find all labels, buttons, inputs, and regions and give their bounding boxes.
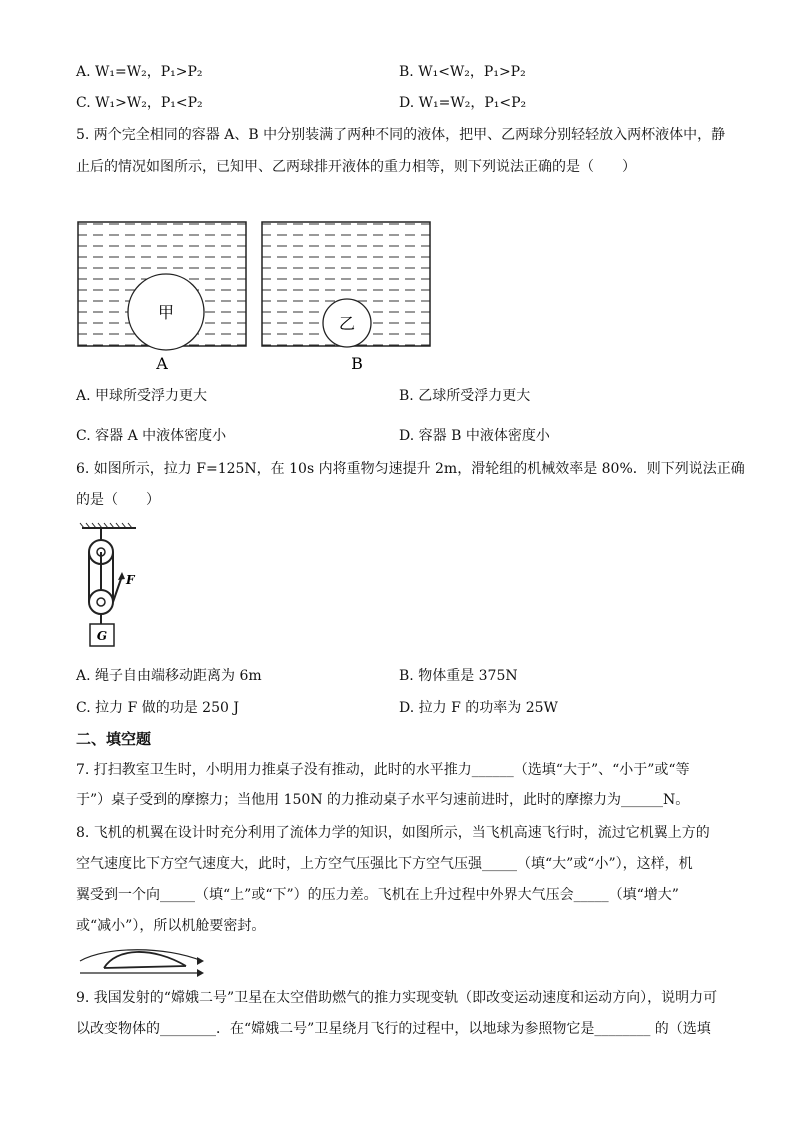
q6-option-c: C. 拉力 F 做的功是 250 J <box>76 700 239 716</box>
q4-option-b: B. W₁<W₂，P₁>P₂ <box>399 64 526 80</box>
q5-option-b: B. 乙球所受浮力更大 <box>399 388 531 404</box>
container-b-label: B <box>351 354 363 373</box>
q5-containers-figure <box>76 218 456 376</box>
q7-stem-line2: 于”）桌子受到的摩擦力；当他用 150N 的力推动桌子水平匀速前进时，此时的摩擦力为______N。 <box>76 792 690 808</box>
q6-stem-line1: 6. 如图所示，拉力 F=125N，在 10s 内将重物匀速提升 2m，滑轮组的机械效率是 80%．则下列说法正确 <box>76 461 745 477</box>
q7-stem-line1: 7. 打扫教室卫生时，小明用力推桌子没有推动，此时的水平推力______（选填“大于”、“小于”或“等 <box>76 762 690 778</box>
q6-option-d: D. 拉力 F 的功率为 25W <box>399 700 558 716</box>
q6-pulley-figure <box>78 522 148 652</box>
q8-stem-line1: 8. 飞机的机翼在设计时充分利用了流体力学的知识，如图所示，当飞机高速飞行时，流过它机翼上方的 <box>76 825 710 841</box>
q9-stem-line1: 9. 我国发射的“嫦娥二号”卫星在太空借助燃气的推力实现变轨（即改变运动速度和运动方向），说明力可 <box>76 990 718 1006</box>
q6-option-b: B. 物体重是 375N <box>399 668 518 684</box>
container-a-label: A <box>156 354 168 373</box>
container-b <box>262 222 430 373</box>
q4-option-a: A. W₁=W₂，P₁>P₂ <box>76 64 203 80</box>
weight-label: G <box>96 629 108 643</box>
q5-stem-line1: 5. 两个完全相同的容器 A、B 中分别装满了两种不同的液体，把甲、乙两球分别轻轻放入两杯液体中，静 <box>76 127 726 143</box>
q5-option-a: A. 甲球所受浮力更大 <box>76 388 208 404</box>
q5-option-c: C. 容器 A 中液体密度小 <box>76 428 227 444</box>
q8-wing-figure <box>76 944 208 980</box>
ball-b-label: 乙 <box>338 314 356 333</box>
q8-stem-line4: 或“减小”），所以机舱要密封。 <box>76 918 266 934</box>
q4-option-c: C. W₁>W₂，P₁<P₂ <box>76 95 203 111</box>
q5-option-d: D. 容器 B 中液体密度小 <box>399 428 550 444</box>
section-title: 二、填空题 <box>76 730 152 748</box>
container-a <box>78 222 246 373</box>
q6-stem-line2: 的是（ ） <box>76 492 160 508</box>
q8-stem-line2: 空气速度比下方空气速度大，此时，上方空气压强比下方空气压强_____（填“大”或“小”），这样，机 <box>76 856 693 872</box>
q9-stem-line2: 以改变物体的________．在“嫦娥二号”卫星绕月飞行的过程中，以地球为参照物它是________ 的（选填 <box>76 1021 711 1037</box>
q5-stem-line2: 止后的情况如图所示，已知甲、乙两球排开液体的重力相等，则下列说法正确的是（ ） <box>76 159 636 175</box>
q4-option-d: D. W₁=W₂，P₁<P₂ <box>399 95 527 111</box>
q6-option-a: A. 绳子自由端移动距离为 6m <box>76 668 262 684</box>
q8-stem-line3: 翼受到一个向_____（填“上”或“下”）的压力差。飞机在上升过程中外界大气压会_____（填“增大” <box>76 887 679 903</box>
ball-a-label: 甲 <box>157 303 175 322</box>
force-label: F <box>126 573 135 587</box>
